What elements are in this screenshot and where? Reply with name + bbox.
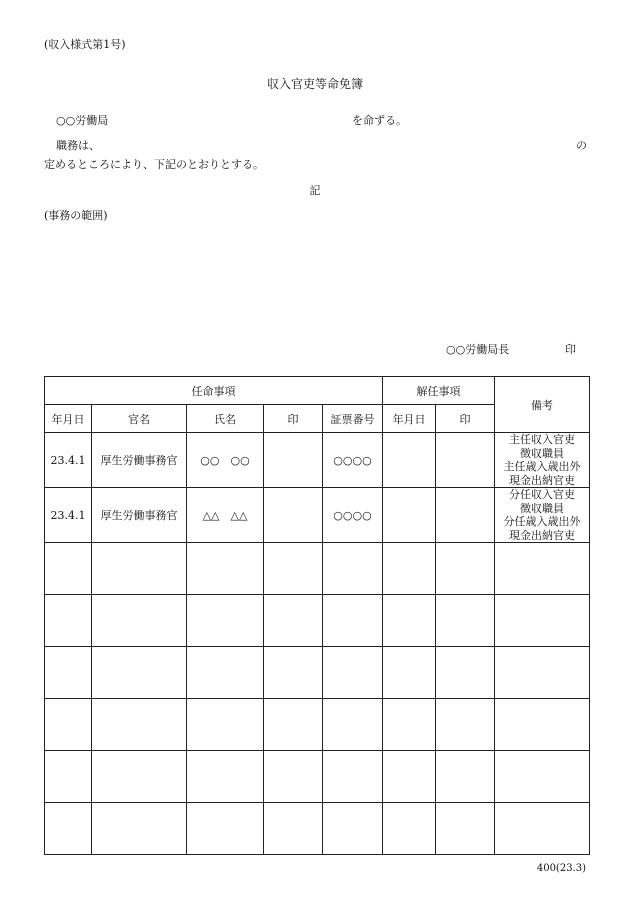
col-dismiss-seal: 印 (436, 405, 495, 433)
ki-label: 記 (309, 184, 321, 197)
cell-name: △△ △△ (187, 488, 264, 543)
col-dismiss-date: 年月日 (383, 405, 436, 433)
cell-cert-no: ○○○○ (323, 433, 383, 488)
cell-dismiss-date (383, 488, 436, 543)
remark-line: 主任歳入歳出外 (503, 460, 581, 473)
col-date: 年月日 (45, 405, 92, 433)
cell-cert-no: ○○○○ (323, 488, 383, 543)
remark-line: 現金出納官吏 (509, 528, 575, 542)
remark-line: 主任収入官吏 (509, 433, 575, 446)
cell-name: ○○ ○○ (187, 433, 264, 488)
col-name: 氏名 (187, 405, 264, 433)
duty-line-2: 定めるところにより、下記のとおりとする。 (44, 158, 264, 171)
cell-remarks (495, 488, 590, 543)
empty-row (45, 751, 590, 803)
appointment-header: 任命事項 (45, 377, 383, 405)
remark-line: 徴収職員 (520, 501, 564, 515)
cell-post: 厚生労働事務官 (92, 433, 187, 488)
office-name: ○○労働局 (56, 114, 109, 127)
footer-code: 400(23.3) (536, 863, 586, 874)
remark-line: 徴収職員 (520, 446, 564, 460)
cell-remarks (495, 433, 590, 488)
duty-line: 職務は、 (56, 139, 100, 152)
scope-label: (事務の範囲) (44, 209, 108, 222)
remark-line: 分任歳入歳出外 (503, 515, 581, 528)
cell-post: 厚生労働事務官 (92, 488, 187, 543)
register-table (44, 376, 590, 855)
page-title: 収入官吏等命免簿 (266, 77, 363, 91)
table-row (45, 433, 590, 488)
empty-row (45, 595, 590, 647)
col-seal: 印 (264, 405, 323, 433)
cell-seal (264, 488, 323, 543)
cell-date: 23.4.1 (45, 433, 92, 488)
form-label: (収入様式第1号) (44, 38, 126, 51)
cell-seal (264, 433, 323, 488)
empty-row (45, 699, 590, 751)
duty-no: の (576, 139, 587, 152)
cell-dismiss-date (383, 433, 436, 488)
dismissal-header: 解任事項 (383, 377, 495, 405)
remark-line: 分任収入官吏 (509, 488, 575, 501)
col-cert-no: 証票番号 (323, 405, 383, 433)
cell-date: 23.4.1 (45, 488, 92, 543)
empty-row (45, 803, 590, 855)
empty-row (45, 543, 590, 595)
cell-dismiss-seal (436, 488, 495, 543)
table-row (45, 488, 590, 543)
seal-mark: 印 (565, 343, 576, 356)
col-post: 官名 (92, 405, 187, 433)
remarks-header: 備考 (495, 377, 590, 433)
remark-line: 現金出納官吏 (509, 473, 575, 487)
order-suffix: を命ずる。 (352, 114, 407, 127)
empty-row (45, 647, 590, 699)
cell-dismiss-seal (436, 433, 495, 488)
chief-title: ○○労働局長 (446, 343, 510, 356)
